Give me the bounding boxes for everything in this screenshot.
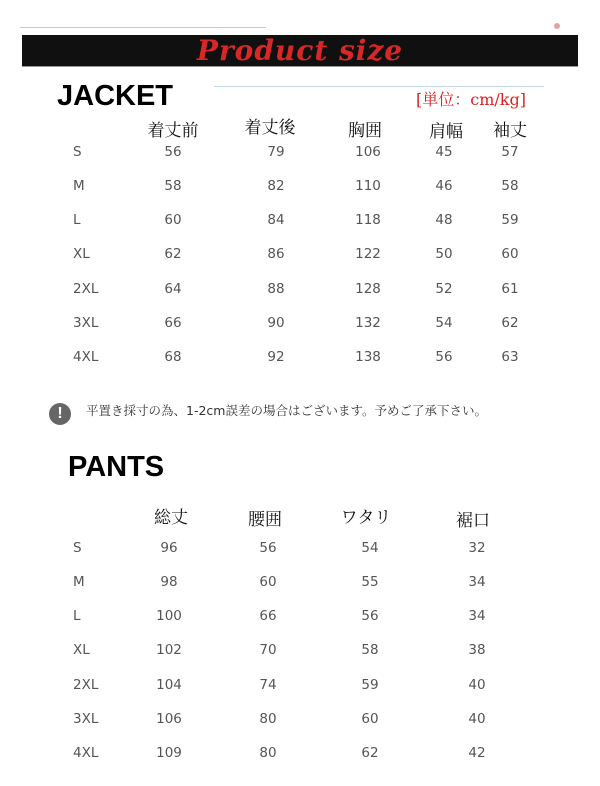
table-cell: 55 xyxy=(361,574,379,590)
table-cell: 57 xyxy=(501,144,519,160)
table-cell: 58 xyxy=(361,642,379,658)
table-cell: 96 xyxy=(160,540,178,556)
jacket-header-rule xyxy=(214,86,544,87)
table-cell: 100 xyxy=(156,608,182,624)
table-cell: 52 xyxy=(435,281,453,297)
table-cell: 58 xyxy=(501,178,519,194)
table-cell: 59 xyxy=(501,212,519,228)
decorative-dot xyxy=(554,23,560,29)
table-cell: 82 xyxy=(267,178,285,194)
table-cell: 63 xyxy=(501,349,519,365)
exclamation-icon: ! xyxy=(49,403,71,425)
measurement-note: 平置き採寸の為、1-2cm誤差の場合はございます。予めご了承下さい。 xyxy=(86,403,487,418)
table-cell: 62 xyxy=(164,246,182,262)
table-cell: 90 xyxy=(267,315,285,331)
table-cell: 60 xyxy=(164,212,182,228)
table-cell: 34 xyxy=(468,608,486,624)
size-label: M xyxy=(73,574,85,590)
size-label: S xyxy=(73,144,82,160)
table-cell: 46 xyxy=(435,178,453,194)
table-cell: 50 xyxy=(435,246,453,262)
table-cell: 62 xyxy=(501,315,519,331)
table-cell: 60 xyxy=(501,246,519,262)
table-cell: 68 xyxy=(164,349,182,365)
pants-col-header: 総丈 xyxy=(154,508,188,528)
table-cell: 34 xyxy=(468,574,486,590)
table-cell: 40 xyxy=(468,711,486,727)
size-label: 3XL xyxy=(73,315,99,331)
size-label: M xyxy=(73,178,85,194)
size-label: L xyxy=(73,608,81,624)
table-cell: 98 xyxy=(160,574,178,590)
table-cell: 110 xyxy=(355,178,381,194)
jacket-col-header: 袖丈 xyxy=(493,121,527,141)
table-cell: 56 xyxy=(361,608,379,624)
table-cell: 60 xyxy=(259,574,277,590)
table-cell: 109 xyxy=(156,745,182,761)
size-label: 2XL xyxy=(73,281,99,297)
table-cell: 74 xyxy=(259,677,277,693)
table-cell: 61 xyxy=(501,281,519,297)
size-label: 4XL xyxy=(73,745,99,761)
table-cell: 54 xyxy=(435,315,453,331)
size-label: XL xyxy=(73,246,90,262)
table-cell: 88 xyxy=(267,281,285,297)
table-cell: 122 xyxy=(355,246,381,262)
table-cell: 56 xyxy=(435,349,453,365)
table-cell: 106 xyxy=(156,711,182,727)
size-label: S xyxy=(73,540,82,556)
jacket-col-header: 肩幅 xyxy=(429,122,463,142)
pants-col-header: 腰囲 xyxy=(248,510,282,530)
table-cell: 58 xyxy=(164,178,182,194)
table-cell: 106 xyxy=(355,144,381,160)
table-cell: 79 xyxy=(267,144,285,160)
size-label: 2XL xyxy=(73,677,99,693)
pants-title: PANTS xyxy=(68,451,165,483)
table-cell: 66 xyxy=(259,608,277,624)
table-cell: 38 xyxy=(468,642,486,658)
table-cell: 62 xyxy=(361,745,379,761)
table-cell: 80 xyxy=(259,745,277,761)
banner-title: Product size xyxy=(196,33,404,67)
table-cell: 56 xyxy=(164,144,182,160)
table-cell: 32 xyxy=(468,540,486,556)
table-cell: 54 xyxy=(361,540,379,556)
size-label: 3XL xyxy=(73,711,99,727)
table-cell: 59 xyxy=(361,677,379,693)
table-cell: 80 xyxy=(259,711,277,727)
size-label: L xyxy=(73,212,81,228)
table-cell: 104 xyxy=(156,677,182,693)
table-cell: 102 xyxy=(156,642,182,658)
table-cell: 45 xyxy=(435,144,453,160)
top-divider xyxy=(20,27,266,28)
unit-label: [単位：cm/kg] xyxy=(416,90,526,109)
table-cell: 128 xyxy=(355,281,381,297)
size-label: XL xyxy=(73,642,90,658)
table-cell: 42 xyxy=(468,745,486,761)
pants-col-header: ワタリ xyxy=(340,508,392,528)
table-cell: 132 xyxy=(355,315,381,331)
table-cell: 138 xyxy=(355,349,381,365)
jacket-title: JACKET xyxy=(57,80,174,112)
table-cell: 118 xyxy=(355,212,381,228)
jacket-col-header: 胸囲 xyxy=(348,121,382,141)
table-cell: 56 xyxy=(259,540,277,556)
jacket-col-header: 着丈前 xyxy=(147,121,199,141)
table-cell: 60 xyxy=(361,711,379,727)
table-cell: 86 xyxy=(267,246,285,262)
table-cell: 92 xyxy=(267,349,285,365)
table-cell: 66 xyxy=(164,315,182,331)
size-label: 4XL xyxy=(73,349,99,365)
table-cell: 48 xyxy=(435,212,453,228)
product-size-banner xyxy=(22,35,578,67)
table-cell: 40 xyxy=(468,677,486,693)
table-cell: 70 xyxy=(259,642,277,658)
table-cell: 84 xyxy=(267,212,285,228)
pants-col-header: 裾口 xyxy=(456,511,490,531)
jacket-col-header: 着丈後 xyxy=(244,118,296,138)
table-cell: 64 xyxy=(164,281,182,297)
